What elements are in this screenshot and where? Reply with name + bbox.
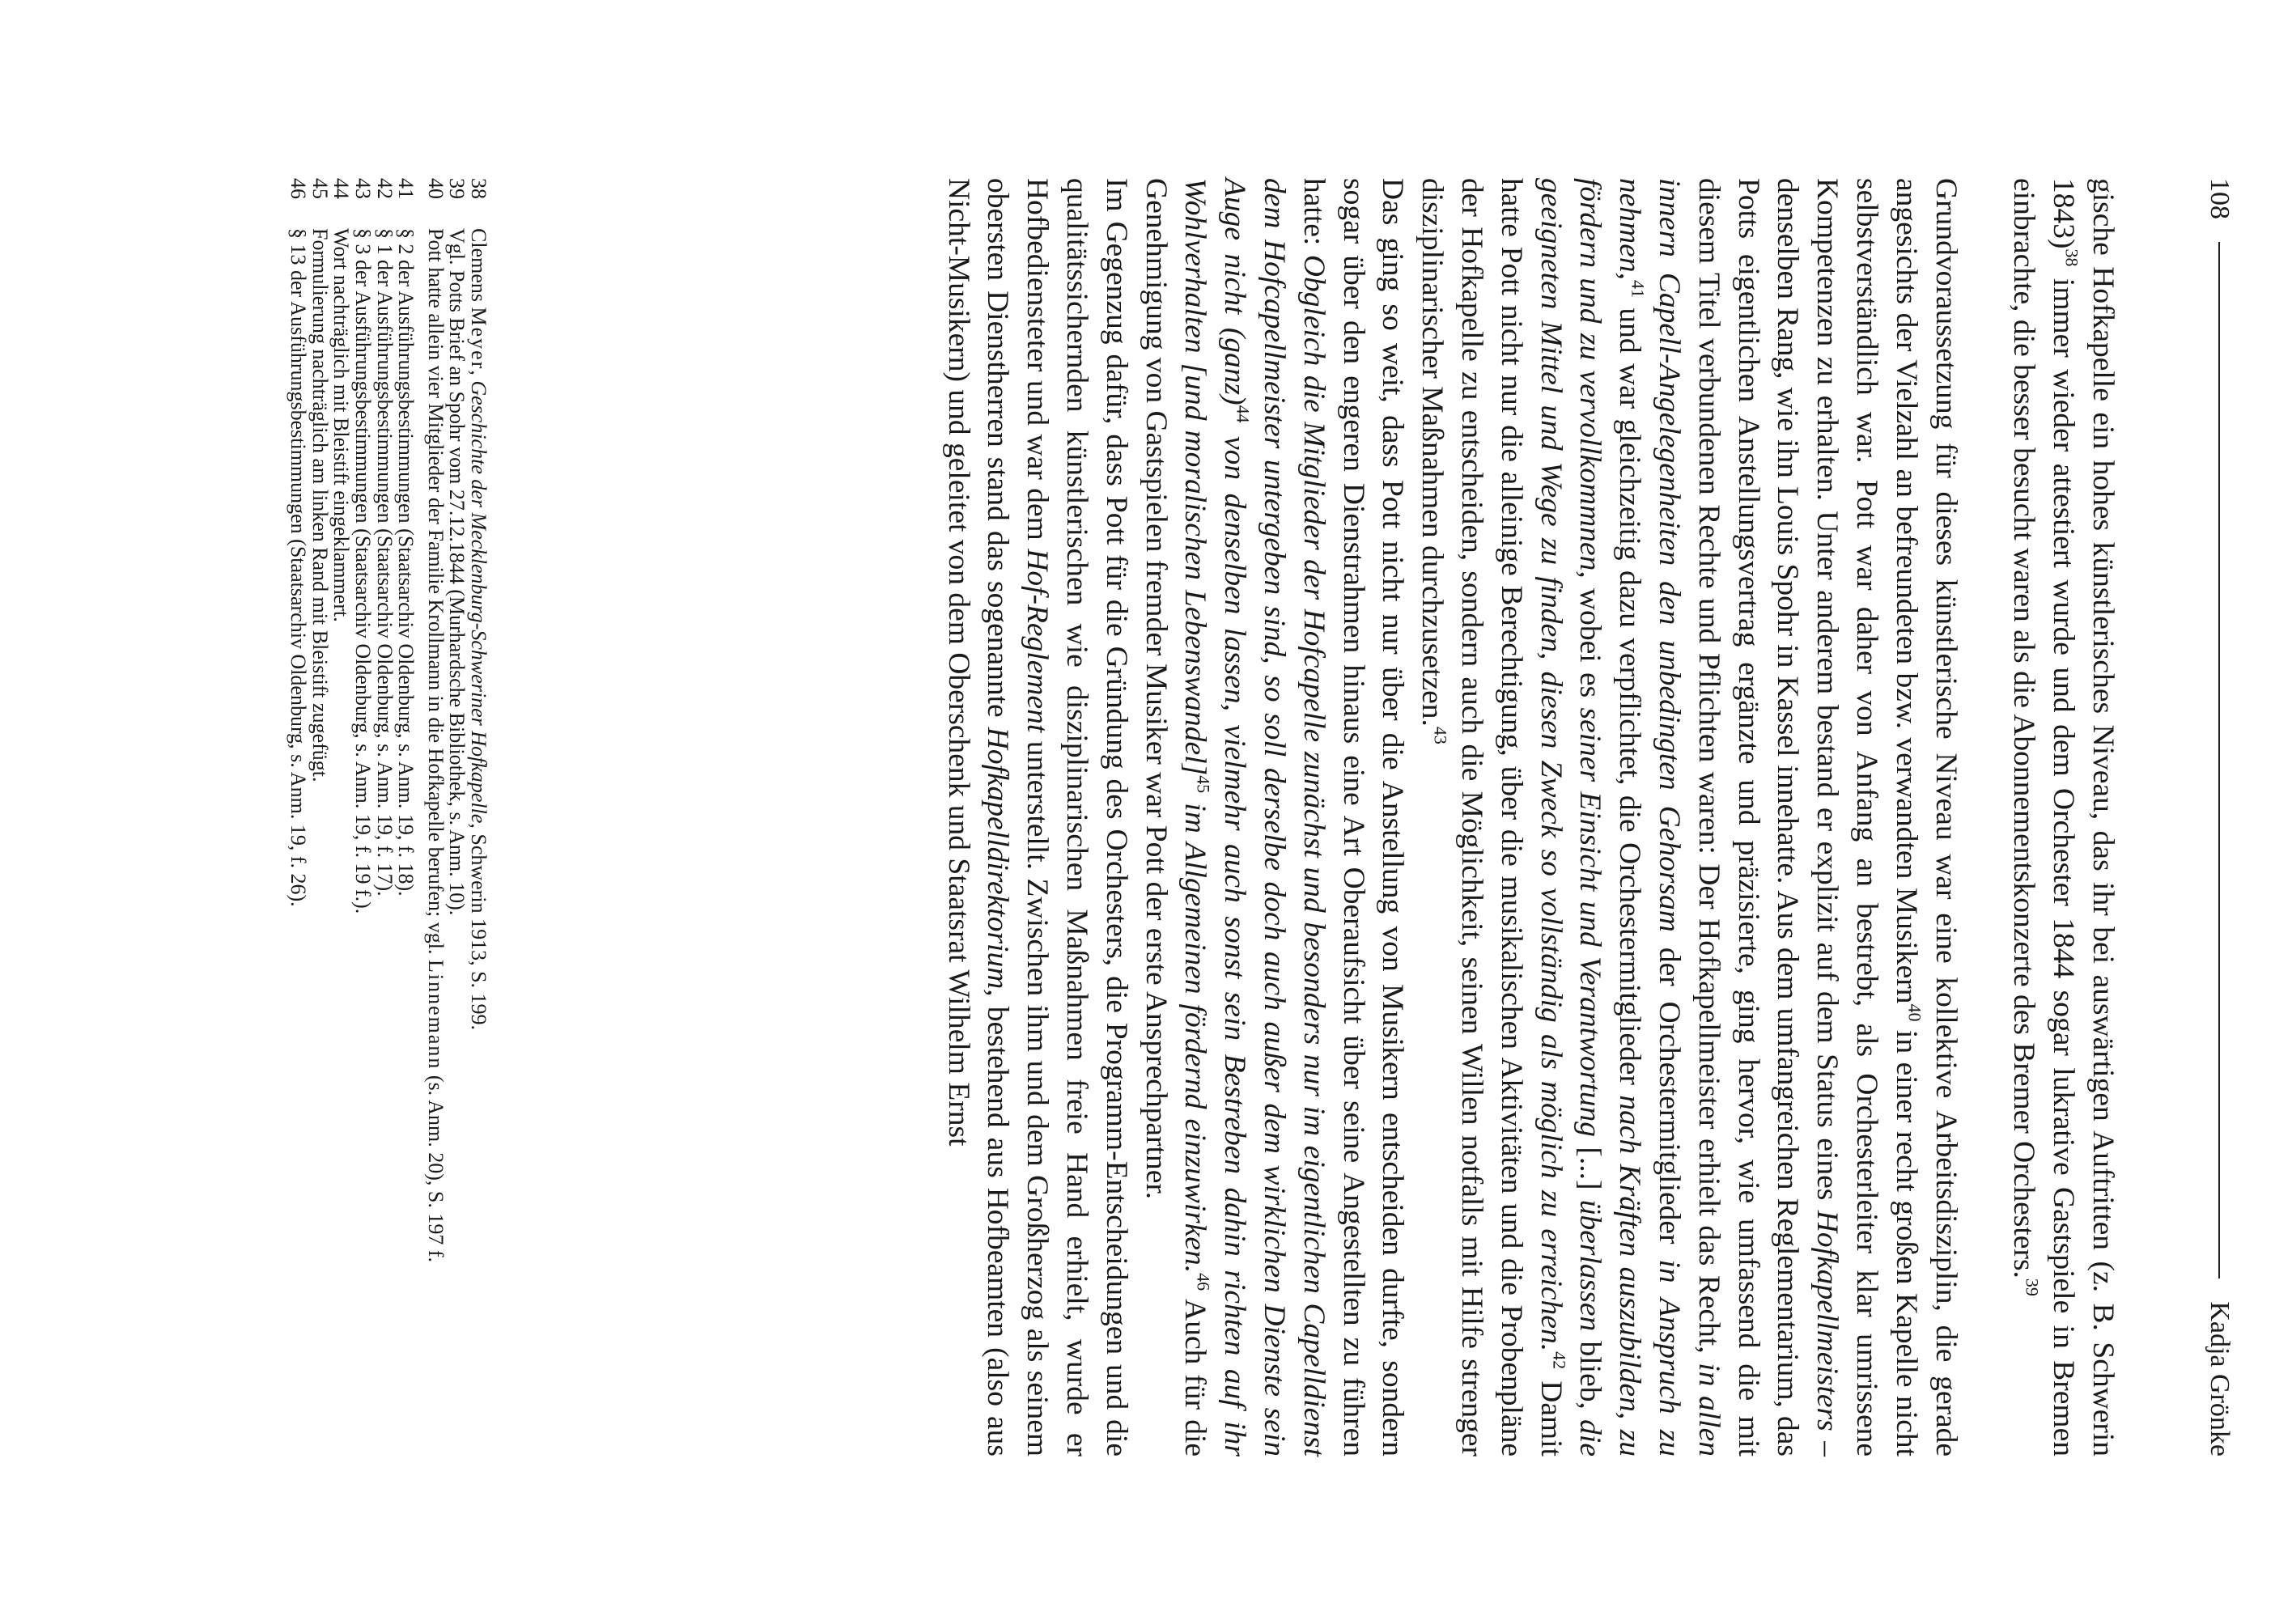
footnote-group — [424, 178, 489, 1457]
footnote-ref: 38 — [2061, 248, 2082, 267]
footnote-text — [308, 228, 330, 1457]
text-run: Clemens — [467, 228, 490, 307]
footnote-ref: 42 — [1548, 1351, 1569, 1370]
italic-text: in allen innern Capell-Angelegenheiten den unbedingten Gehorsam — [1653, 178, 1725, 1457]
footnote — [330, 178, 352, 1457]
italic-text: Hofkapelldirektorium, — [981, 727, 1015, 997]
text-run: (s. Anm. 20), S. 197 f. — [423, 1070, 448, 1263]
footnotes — [287, 178, 489, 1457]
paragraph — [1411, 178, 1964, 1457]
footnote-number: 45 — [308, 178, 332, 199]
page-number: 108 — [2205, 178, 2235, 219]
text-run: Formulierung nachträglich am linken Rand mit Bleistift zugefügt. — [308, 228, 332, 782]
footnote-ref: 40 — [1904, 1003, 1925, 1022]
italic-text: Hof-Reglement — [1021, 549, 1055, 733]
italic-text: die geeigneten Mittel und Wege zu finden, diesen Zweck so vollständig als möglich zu erreichen. — [1534, 178, 1607, 1457]
footnote-group — [287, 178, 417, 1457]
italic-text: Obgleich die Mitglieder der Hofcapelle zunächst und besonders nur im eigentlichen Capelldienst dem Hofcapellmeister untergeben sind, so soll derselbe doch auch außer dem wirklichen Dienste sein Auge nicht (ganz) — [1218, 178, 1331, 1457]
footnote-ref: 46 — [1193, 1273, 1214, 1291]
footnote-text — [467, 228, 489, 1457]
text-run: unterstellt. Zwischen ihm und dem Großherzog als seinem obersten Dienstherren stand das sogenannte — [981, 178, 1055, 1457]
text-run: Pott hatte allein vier Mitglieder der Familie Krollmann in die Hofkapelle berufen; vgl. — [423, 228, 448, 960]
text-run: , Schwerin 1913, S. 199. — [467, 823, 490, 1031]
footnote-number: 42 — [372, 178, 397, 199]
footnote-text — [424, 228, 446, 1457]
text-run: § 2 der Ausführungsbestimmungen (Staatsarchiv Oldenburg, s. Anm. 19, f. 18). — [394, 228, 418, 897]
text-run: – denselben Rang, wie ihn Louis Spohr in Kassel innehatte. Aus dem umfangreichen Reglementarium, das Potts eigentlichen Anstellungsvertrag ergänzte und präzisierte, ging hervor, wie umfassend die mit diesem Titel verbundenen Rechte und Pflichten waren: Der Hofkapellmeister erhielt das Recht, — [1691, 178, 1844, 1457]
footnote-number: 40 — [423, 178, 448, 199]
text-run: der Orchestermitglieder — [1653, 931, 1687, 1260]
paragraph — [1135, 178, 1412, 1457]
italic-text: seiner Einsicht und Verantwortung — [1573, 707, 1607, 1138]
text-run: und war gleichzeitig dazu verpflichtet, die Orchestermitglieder — [1613, 298, 1647, 1096]
footnote-ref: 45 — [1193, 775, 1214, 794]
footnote-ref: 44 — [1233, 405, 1254, 423]
footnote — [373, 178, 395, 1457]
italic-text: in Anspruch zu nehmen, — [1613, 178, 1687, 1457]
header-rule — [2218, 242, 2220, 1278]
italic-text: überlassen — [1573, 1199, 1607, 1332]
footnote-text — [446, 228, 468, 1457]
text-run: blieb, — [1573, 1331, 1607, 1420]
paragraph — [938, 178, 1135, 1457]
text-run: § 3 der Ausführungsbestimmungen (Staatsarchiv Oldenburg, s. Anm. 19, f. 19 f.). — [351, 228, 376, 914]
text-run: immer wieder attestiert wurde und dem Orchester 1844 sogar lukrative Gastspiele in Bremen einbrachte, die besser besucht waren als die Abonnementskonzerte des Bremer Orchesters. — [2007, 178, 2081, 1457]
text-run: gische Hofkapelle ein hohes künstlerisches Niveau, das ihr bei auswärtigen Auftritten (z. B. Schwerin 1843) — [2047, 178, 2120, 1457]
text-run: , — [467, 370, 490, 381]
text-run — [1218, 423, 1251, 436]
italic-text: von denselben lassen, vielmehr auch sonst sein Bestreben dahin richten auf ihr Wohlverhalten [und moralischen Lebenswandel] — [1178, 178, 1252, 1457]
footnote — [287, 178, 309, 1457]
text-run: Im Gegenzug dafür, dass Pott für die Gründung des Orchesters, die Programm-Entscheidungen und die qualitätssichernden künstlerischen wie disziplinarischen Maßnahmen freie Hand erhielt, wurde er Hofbediensteter und war dem — [1021, 178, 1133, 1457]
footnote — [395, 178, 417, 1457]
footnote-ref: 43 — [1430, 726, 1451, 744]
running-head-author: Kadja Grönke — [2205, 1301, 2235, 1457]
text-run: § 13 der Ausführungsbestimmungen (Staatsarchiv Oldenburg, s. Anm. 19, f. 26). — [286, 228, 311, 907]
paragraph — [2004, 178, 2122, 1457]
italic-text: Hofkapellmeisters — [1810, 1210, 1844, 1431]
footnote — [424, 178, 446, 1457]
footnote — [351, 178, 376, 1457]
text-run: Grundvoraussetzung für dieses künstlerische Niveau war eine kollektive Arbeitsdisziplin, die gerade angesichts der Vielzahl an befreundeten bzw. verwandten Musikern — [1889, 178, 1963, 1457]
footnote-ref: 39 — [2022, 1278, 2043, 1296]
footnote-ref: 41 — [1628, 280, 1649, 298]
footnote-text — [287, 228, 309, 1457]
italic-text: im Allgemeinen fördernd einzuwirken. — [1178, 803, 1212, 1274]
text-run: wobei es — [1573, 578, 1607, 708]
text-run — [1178, 793, 1212, 803]
footnote — [467, 178, 489, 1457]
author-name: Meyer — [467, 307, 490, 371]
author-name: Linnemann — [423, 959, 448, 1071]
footnote-number: 44 — [329, 178, 354, 199]
text-run: bestehend aus Hofbeamten (also aus Nicht-Musikern) und geleitet von dem Oberschenk und Staatsrat Wilhelm Ernst — [941, 178, 1015, 1457]
footnote-text — [373, 228, 395, 1457]
text-run: in einer recht großen Kapelle nicht selbstverständlich war. Pott war daher von Anfang an bestrebt, als Orchesterleiter klar umrissene Kompetenzen zu erhalten. Unter anderem bestand er explizit auf dem Status eines — [1810, 178, 1923, 1457]
text-run: Wort nachträglich mit Bleistift eingeklammert. — [329, 228, 354, 622]
footnote-number: 38 — [467, 178, 490, 199]
text-run: Damit hatte Pott nicht nur die alleinige Berechtigung, über die musikalischen Aktivitäten und die Probenpläne der Hofkapelle zu entscheiden, sondern auch die Möglichkeit, seinen Willen notfalls mit Hilfe strenger disziplinarischer Maßnahmen durchzusetzen. — [1416, 178, 1568, 1457]
text-run: [...] — [1573, 1137, 1607, 1200]
italic-text: Geschichte der Mecklenburg-Schweriner Hofkapelle — [467, 380, 490, 824]
footnote-number: 39 — [445, 178, 469, 199]
main-text — [938, 178, 2122, 1457]
text-run: Auch für die Genehmigung von Gastspielen fremder Musiker war Pott der erste Ansprechpartner. — [1139, 178, 1212, 1457]
italic-text: nach Kräften auszubilden, zu fördern und zu vervollkommnen, — [1573, 178, 1647, 1457]
running-header — [2199, 178, 2239, 1457]
footnote-number: 46 — [286, 178, 311, 199]
text-run: § 1 der Ausführungsbestimmungen (Staatsarchiv Oldenburg, s. Anm. 19, f. 17). — [372, 228, 397, 897]
footnote-number: 43 — [351, 178, 376, 199]
footnote-text — [330, 228, 352, 1457]
footnote-text — [395, 228, 417, 1457]
footnote — [446, 178, 468, 1457]
footnote-text — [351, 228, 376, 1457]
footnote — [308, 178, 330, 1457]
footnote-number: 41 — [394, 178, 418, 199]
text-run: Vgl. Potts Brief an Spohr vom 27.12.1844 (Murhardsche Bibliothek, s. Anm. 10). — [445, 228, 469, 916]
text-run: Das ging so weit, dass Pott nicht nur über die Anstellung von Musikern entscheiden durfte, sondern sogar über den engeren Dienstrahmen hinaus eine Art Oberaufsicht über seine Angestellten zu führen hatte: — [1297, 178, 1410, 1457]
